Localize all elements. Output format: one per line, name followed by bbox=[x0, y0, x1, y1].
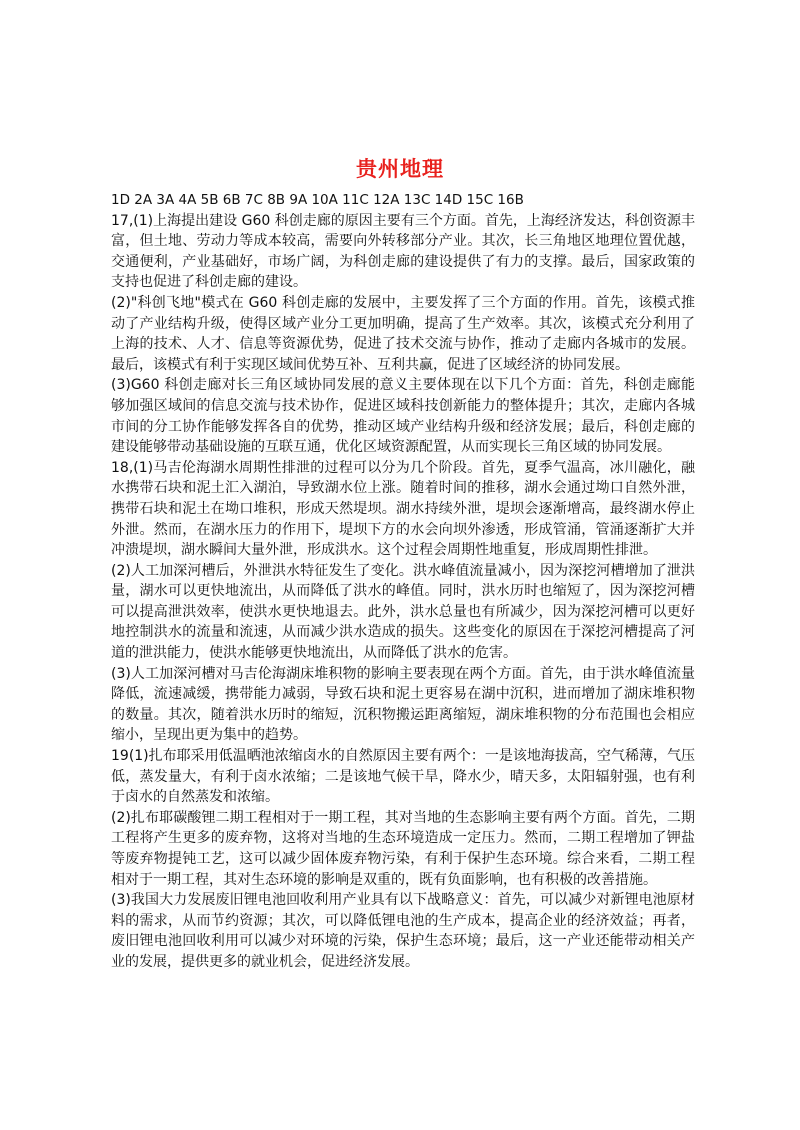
paragraph-18-1: 18,(1)马吉伦海湖水周期性排泄的过程可以分为几个阶段。首先，夏季气温高，冰川融化，融水携带石块和泥土汇入湖泊，导致湖水位上涨。随着时间的推移，湖水会通过坳口自然外泄，携带石块和泥土在坳口堆积，形成天然堤坝。湖水持续外泄，堤坝会逐渐增高，最终湖水停止外泄。然而，在湖水压力的作用下，堤坝下方的水会向坝外渗透，形成管涌，管涌逐渐扩大并冲溃堤坝，湖水瞬间大量外泄，形成洪水。这个过程会周期性地重复，形成周期性排泄。 bbox=[111, 459, 695, 559]
paragraph-17-2: (2)"科创飞地"模式在 G60 科创走廊的发展中，主要发挥了三个方面的作用。首先，该模式推动了产业结构升级，使得区域产业分工更加明确，提高了生产效率。其次，该模式充分利用了上海的技术、人才、信息等资源优势，促进了技术交流与协作，推动了走廊内各城市的发展。最后，该模式有利于实现区域间优势互补、互利共赢，促进了区域经济的协同发展。 bbox=[111, 294, 695, 373]
answer-content bbox=[111, 190, 695, 973]
paragraph-19-2: (2)扎布耶碳酸锂二期工程相对于一期工程，其对当地的生态影响主要有两个方面。首先，二期工程将产生更多的废弃物，这将对当地的生态环境造成一定压力。然而，二期工程增加了钾盐等废弃物提钝工艺，这可以减少固体废弃物污染，有利于保护生态环境。综合来看，二期工程相对于一期工程，其对生态环境的影响是双重的，既有负面影响，也有积极的改善措施。 bbox=[111, 809, 695, 888]
multiple-choice-answers: 1D 2A 3A 4A 5B 6B 7C 8B 9A 10A 11C 12A 13C 14D 15C 16B bbox=[111, 192, 524, 208]
paragraph-19-1: 19(1)扎布耶采用低温晒池浓缩卤水的自然原因主要有两个：一是该地海拔高，空气稀薄，气压低，蒸发量大，有利于卤水浓缩；二是该地气候干旱，降水少，晴天多，太阳辐射强，也有利于卤水的自然蒸发和浓缩。 bbox=[111, 748, 695, 806]
paragraph-17-1: 17,(1)上海提出建设 G60 科创走廊的原因主要有三个方面。首先，上海经济发达，科创资源丰富，但土地、劳动力等成本较高，需要向外转移部分产业。其次，长三角地区地理位置优越，交通便利，产业基础好，市场广阔，为科创走廊的建设提供了有力的支撑。最后，国家政策的支持也促进了科创走廊的建设。 bbox=[111, 212, 695, 291]
paragraph-18-2: (2)人工加深河槽后，外泄洪水特征发生了变化。洪水峰值流量减小，因为深挖河槽增加了泄洪量，湖水可以更快地流出，从而降低了洪水的峰值。同时，洪水历时也缩短了，因为深挖河槽可以提高泄洪效率，使洪水更快地退去。此外，洪水总量也有所减少，因为深挖河槽可以更好地控制洪水的流量和流速，从而减少洪水造成的损失。这些变化的原因在于深挖河槽提高了河道的泄洪能力，使洪水能够更快地流出，从而降低了洪水的危害。 bbox=[111, 562, 695, 662]
page-title: 贵州地理 bbox=[356, 157, 444, 181]
paragraph-19-3: (3)我国大力发展废旧锂电池回收利用产业具有以下战略意义：首先，可以减少对新锂电池原材料的需求，从而节约资源；其次，可以降低锂电池的生产成本，提高企业的经济效益；再者，废旧锂电池回收利用可以减少对环境的污染，保护生态环境；最后，这一产业还能带动相关产业的发展，提供更多的就业机会，促进经济发展。 bbox=[111, 892, 695, 970]
paragraph-17-3: (3)G60 科创走廊对长三角区域协同发展的意义主要体现在以下几个方面：首先，科创走廊能够加强区域间的信息交流与技术协作，促进区域科技创新能力的整体提升；其次，走廊内各城市间的分工协作能够发挥各自的优势，推动区域产业结构升级和经济发展；最后，科创走廊的建设能够带动基础设施的互联互通，优化区域资源配置，从而实现长三角区域的协同发展。 bbox=[111, 377, 695, 456]
paragraph-18-3: (3)人工加深河槽对马吉伦海湖床堆积物的影响主要表现在两个方面。首先，由于洪水峰值流量降低，流速减缓，携带能力减弱，导致石块和泥土更容易在湖中沉积，进而增加了湖床堆积物的数量。其次，随着洪水历时的缩短，沉积物搬运距离缩短，湖床堆积物的分布范围也会相应缩小，呈现出更为集中的趋势。 bbox=[111, 665, 695, 744]
